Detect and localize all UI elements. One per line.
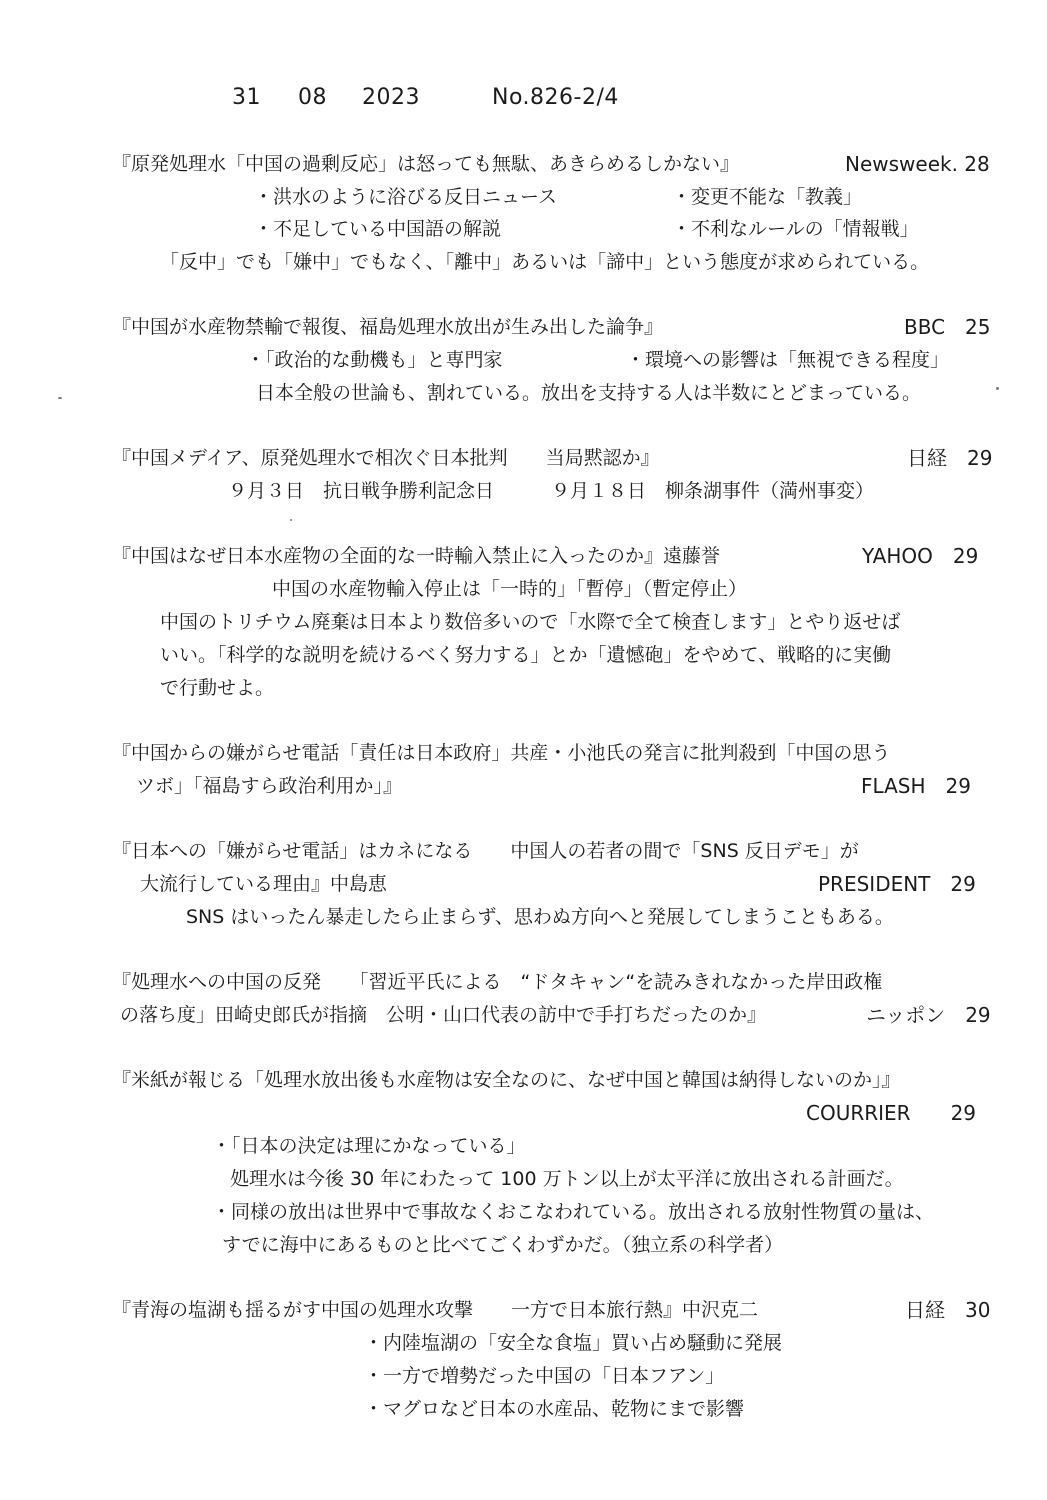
header-year: 2023 <box>362 85 420 110</box>
article-4-body-2: いい。「科学的な説明を続けるべく努力する」とか「遺憾砲」をやめて、戦略的に実働 <box>160 644 892 666</box>
article-8-line-4: すでに海中にあるものと比べてごくわずかだ。（独立系の科学者） <box>222 1234 784 1256</box>
article-8-line-3: ・同様の放出は世界中で事故なくおこなわれている。放出される放射性物質の量は、 <box>212 1201 935 1223</box>
header-month: 08 <box>298 85 327 110</box>
article-2-summary: 日本全般の世論も、割れている。放出を支持する人は半数にとどまっている。 <box>256 382 922 404</box>
article-6-source: PRESIDENT 29 <box>818 872 976 896</box>
article-3-title: 『中国メデイア、原発処理水で相次ぐ日本批判 当局黙認か』 <box>112 447 660 469</box>
article-2-source: BBC 25 <box>904 315 991 339</box>
article-6-summary: SNS はいったん暴走したら止まらず、思わぬ方向へと発展してしまうこともある。 <box>186 906 894 928</box>
article-3-note: ９月３日 抗日戦争勝利記念日 ９月１８日 柳条湖事件（満州事変） <box>228 480 875 502</box>
article-9-source: 日経 30 <box>905 1298 991 1322</box>
article-9-title: 『青海の塩湖も揺るがす中国の処理水攻撃 一方で日本旅行熱』中沢克二 <box>112 1299 759 1321</box>
article-8-title: 『米紙が報じる「処理水放出後も水産物は安全なのに、なぜ中国と韓国は納得しないのか」』 <box>112 1069 901 1091</box>
article-8-line-2: 処理水は今後 30 年にわたって 100 万トン以上が太平洋に放出される計画だ。 <box>230 1168 904 1190</box>
header-issue-number: No.826-2/4 <box>492 85 619 110</box>
article-3-source: 日経 29 <box>907 446 993 470</box>
article-6-title-line-2: 大流行している理由』中島恵 <box>140 873 388 895</box>
article-1-source: Newsweek. 28 <box>845 152 990 176</box>
article-6-title-line-1: 『日本への「嫌がらせ電話」はカネになる 中国人の若者の間で「SNS 反日デモ」が <box>112 840 859 862</box>
article-7-source: ニッポン 29 <box>866 1003 991 1027</box>
article-9-bullet-1: ・内陸塩湖の「安全な食塩」買い占め騒動に発展 <box>364 1332 783 1354</box>
article-9-bullet-2: ・一方で増勢だった中国の「日本フアン」 <box>364 1365 725 1387</box>
article-2-bullet-right: ・環境への影響は「無視できる程度」 <box>626 349 950 371</box>
article-4-subtitle: 中国の水産物輸入停止は「一時的」「暫停」（暫定停止） <box>272 578 748 600</box>
article-8-line-1: ・「日本の決定は理にかなっている」 <box>212 1135 526 1157</box>
article-5-source: FLASH 29 <box>861 774 971 798</box>
scan-speck <box>996 387 999 390</box>
scan-speck <box>290 519 292 521</box>
article-1-summary: 「反中」でも「嫌中」でもなく、「離中」あるいは「諦中」という態度が求められている。 <box>160 251 930 273</box>
article-9-bullet-3: ・マグロなど日本の水産品、乾物にまで影響 <box>364 1398 745 1420</box>
article-5-title-line-2: ツボ」「福島すら政治利用か」』 <box>136 775 403 797</box>
article-7-title-line-1: 『処理水への中国の反発 「習近平氏による “ドタキャン“を読みきれなかった岸田政権 <box>112 971 883 993</box>
scan-speck <box>58 397 62 399</box>
article-4-source: YAHOO 29 <box>862 544 979 568</box>
article-1-bullet-left-2: ・不足している中国語の解説 <box>254 218 502 240</box>
article-4-body-3: で行動せよ。 <box>160 677 275 699</box>
article-4-title: 『中国はなぜ日本水産物の全面的な一時輸入禁止に入ったのか』遠藤誉 <box>112 545 721 567</box>
article-2-title: 『中国が水産物禁輸で報復、福島処理水放出が生み出した論争』 <box>112 316 664 338</box>
article-1-bullet-right-1: ・変更不能な「教義」 <box>672 186 863 208</box>
article-1-title: 『原発処理水「中国の過剰反応」は怒っても無駄、あきらめるしかない』 <box>112 153 740 175</box>
article-4-body-1: 中国のトリチウム廃棄は日本より数倍多いので「水際で全て検査します」とやり返せば <box>160 611 901 633</box>
article-1-bullet-left-1: ・洪水のように浴びる反日ニュース <box>254 186 558 208</box>
article-8-source: COURRIER 29 <box>806 1101 977 1125</box>
article-2-bullet-left: ・「政治的な動機も」と専門家 <box>246 349 503 371</box>
header-day: 31 <box>232 85 261 110</box>
article-7-title-line-2: の落ち度」田崎史郎氏が指摘 公明・山口代表の訪中で手打ちだったのか』 <box>120 1004 767 1026</box>
article-5-title-line-1: 『中国からの嫌がらせ電話「責任は日本政府」共産・小池氏の発言に批判殺到「中国の思う <box>112 742 891 764</box>
article-1-bullet-right-2: ・不利なルールの「情報戦」 <box>672 218 919 240</box>
